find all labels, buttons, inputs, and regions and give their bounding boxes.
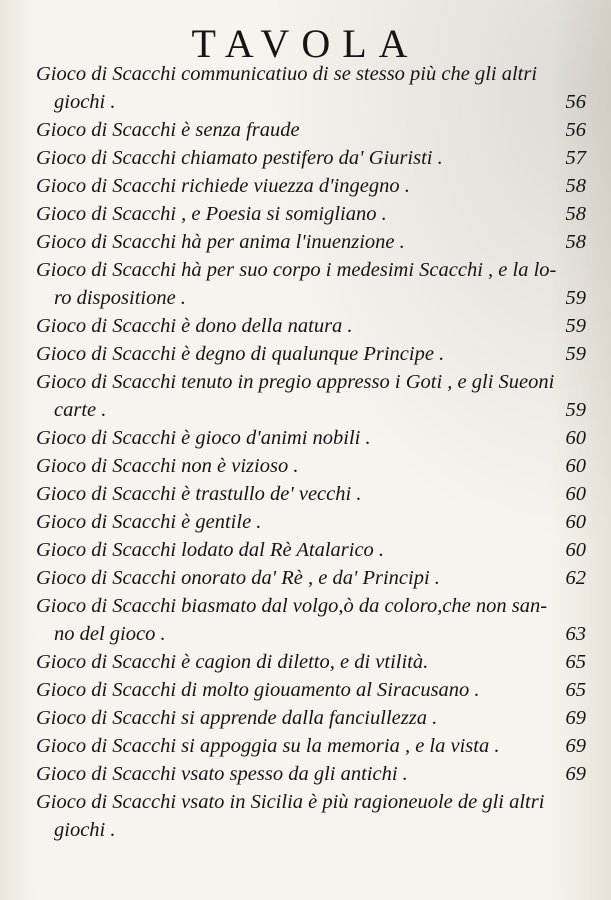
- entry-text: Gioco di Scacchi hà per anima l'inuenzione .: [36, 231, 405, 253]
- page-number: 56: [565, 91, 586, 113]
- index-entry: [36, 676, 586, 704]
- entry-text: Gioco di Scacchi vsato in Sicilia è più ragioneuole de gli altri: [36, 791, 545, 813]
- entry-text: Gioco di Scacchi , e Poesia si somigliano .: [36, 203, 387, 225]
- entry-text: Gioco di Scacchi tenuto in pregio appresso i Goti , e gli Sueoni: [36, 371, 555, 393]
- entry-text: Gioco di Scacchi è senza fraude: [36, 119, 300, 141]
- page-number: 60: [565, 483, 586, 505]
- entry-text: Gioco di Scacchi si appoggia su la memoria , e la vista .: [36, 735, 500, 757]
- page-number: 59: [565, 287, 586, 309]
- entry-text: Gioco di Scacchi si apprende dalla fanciullezza .: [36, 707, 438, 729]
- entry-continuation: carte .: [54, 399, 107, 421]
- entry-text: Gioco di Scacchi è dono della natura .: [36, 315, 353, 337]
- page-number: 60: [565, 511, 586, 533]
- page-number: 58: [565, 203, 586, 225]
- index-entry: [36, 144, 586, 172]
- page-number: 59: [565, 399, 586, 421]
- entry-text: Gioco di Scacchi vsato spesso da gli antichi .: [36, 763, 408, 785]
- index-entry: [36, 368, 586, 424]
- entry-continuation: giochi .: [54, 819, 116, 841]
- page-number: 62: [565, 567, 586, 589]
- index-entry: [36, 788, 586, 844]
- index-entry: [36, 424, 586, 452]
- index-entry: [36, 172, 586, 200]
- index-entry: [36, 564, 586, 592]
- page-number: 59: [565, 315, 586, 337]
- page-number: 65: [565, 679, 586, 701]
- entry-text: Gioco di Scacchi di molto giouamento al Siracusano .: [36, 679, 480, 701]
- entry-text: Gioco di Scacchi è cagion di diletto, e di vtilità.: [36, 651, 429, 673]
- page-title: TAVOLA: [191, 21, 420, 66]
- index-entry: [36, 480, 586, 508]
- index-entry: [36, 452, 586, 480]
- index-entry: [36, 60, 586, 116]
- entry-text: Gioco di Scacchi chiamato pestifero da' Giuristi .: [36, 147, 443, 169]
- index-entry: [36, 732, 586, 760]
- index-entry: [36, 340, 586, 368]
- index-entry: [36, 228, 586, 256]
- entry-text: Gioco di Scacchi lodato dal Rè Atalarico .: [36, 539, 385, 561]
- entry-text: Gioco di Scacchi non è vizioso .: [36, 455, 299, 477]
- entry-continuation: no del gioco .: [54, 623, 166, 645]
- index-entry: [36, 648, 586, 676]
- index-entry: [36, 116, 586, 144]
- index-entry: [36, 704, 586, 732]
- index-entry: [36, 592, 586, 648]
- page-number: 58: [565, 231, 586, 253]
- index-entry: [36, 256, 586, 312]
- page-number: 60: [565, 427, 586, 449]
- index-entry: [36, 760, 586, 788]
- page-number: 57: [565, 147, 586, 169]
- index-entry: [36, 200, 586, 228]
- page-number: 69: [565, 707, 586, 729]
- entry-continuation: ro dispositione .: [54, 287, 186, 309]
- page-number: 65: [565, 651, 586, 673]
- index-entry: [36, 312, 586, 340]
- index-entry: [36, 508, 586, 536]
- page-number: 60: [565, 539, 586, 561]
- entry-text: Gioco di Scacchi hà per suo corpo i medesimi Scacchi , e la lo-: [36, 259, 557, 281]
- entry-continuation: giochi .: [54, 91, 116, 113]
- entry-text: Gioco di Scacchi onorato da' Rè , e da' Principi .: [36, 567, 440, 589]
- entry-text: Gioco di Scacchi è gioco d'animi nobili .: [36, 427, 371, 449]
- entry-text: Gioco di Scacchi biasmato dal volgo,ò da coloro,che non san-: [36, 595, 548, 617]
- entry-text: Gioco di Scacchi è degno di qualunque Principe .: [36, 343, 445, 365]
- entry-text: Gioco di Scacchi è trastullo de' vecchi .: [36, 483, 362, 505]
- page-number: 60: [565, 455, 586, 477]
- entry-text: Gioco di Scacchi è gentile .: [36, 511, 262, 533]
- index-entries: [36, 60, 586, 844]
- page-number: 59: [565, 343, 586, 365]
- page-number: 69: [565, 735, 586, 757]
- page-number: 69: [565, 763, 586, 785]
- index-entry: [36, 536, 586, 564]
- entry-text: Gioco di Scacchi richiede viuezza d'ingegno .: [36, 175, 410, 197]
- page-number: 63: [565, 623, 586, 645]
- page-number: 58: [565, 175, 586, 197]
- page-number: 56: [565, 119, 586, 141]
- entry-text: Gioco di Scacchi communicatiuo di se stesso più che gli altri: [36, 63, 538, 85]
